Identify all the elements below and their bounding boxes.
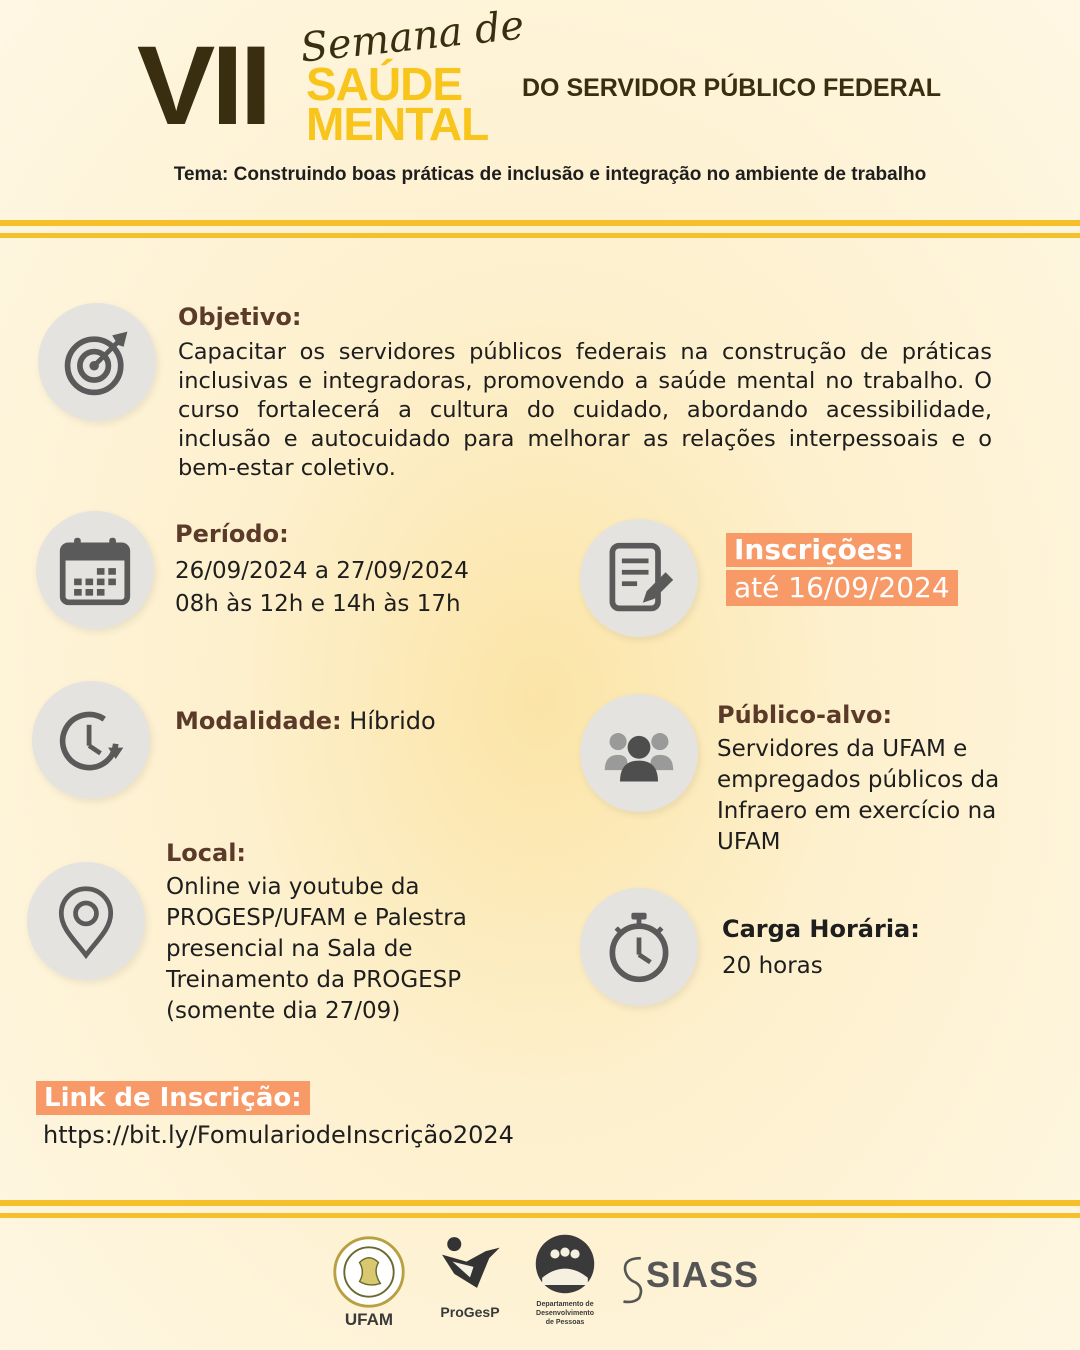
theme-line: Tema: Construindo boas práticas de inclusão e integração no ambiente de trabalho xyxy=(173,164,927,185)
bottom-divider xyxy=(0,1200,1080,1206)
carga-value: 20 horas xyxy=(722,953,823,979)
link-label-wrap xyxy=(36,1081,310,1115)
header-subtitle: DO SERVIDOR PÚBLICO FEDERAL xyxy=(522,74,942,102)
publico-label: Público-alvo: xyxy=(717,701,893,729)
calendar-icon xyxy=(36,511,154,629)
local-line: Treinamento da PROGESP xyxy=(166,967,462,993)
clock-refresh-icon xyxy=(32,681,150,799)
departamento-line: de Pessoas xyxy=(545,1319,585,1326)
departamento-line: Desenvolvimento xyxy=(536,1310,594,1317)
top-divider xyxy=(0,220,1080,226)
departamento-mark-icon xyxy=(533,1232,597,1296)
progesp-logo xyxy=(430,1234,510,1320)
publico-line: empregados públicos da xyxy=(717,767,1000,793)
objetivo-text: Capacitar os servidores públicos federais na construção de práticas inclusivas e integradoras, promovendo a saúde mental no trabalho. O curso fortalecerá a cultura do cuidado, abordando acessibilidade, inclusão e autocuidado para melhorar as relações interpessoais e o bem-estar coletivo. xyxy=(178,339,992,481)
stopwatch-icon xyxy=(580,888,698,1006)
progesp-mark-icon xyxy=(435,1234,505,1298)
modalidade-value: Híbrido xyxy=(349,707,436,735)
departamento-logo xyxy=(530,1232,600,1327)
periodo-hours: 08h às 12h e 14h às 17h xyxy=(175,591,461,617)
local-line: Online via youtube da xyxy=(166,874,420,900)
link-label: Link de Inscrição: xyxy=(36,1081,310,1115)
siass-s-icon xyxy=(620,1248,646,1310)
ufam-logo xyxy=(330,1234,408,1330)
local-text xyxy=(166,872,467,1027)
edition-numeral: VII xyxy=(136,23,269,148)
publico-line: Servidores da UFAM e xyxy=(717,736,968,762)
local-label: Local: xyxy=(166,839,247,867)
carga-label: Carga Horária: xyxy=(722,915,920,943)
local-line: (somente dia 27/09) xyxy=(166,998,401,1024)
inscricoes-label-wrap xyxy=(726,533,912,567)
publico-text xyxy=(717,734,999,858)
objetivo-label: Objetivo: xyxy=(178,303,302,331)
title-saude: SAÚDE xyxy=(306,58,463,110)
periodo-dates: 26/09/2024 a 27/09/2024 xyxy=(175,558,469,584)
group-icon xyxy=(580,694,698,812)
publico-line: UFAM xyxy=(717,829,781,855)
top-divider-2 xyxy=(0,233,1080,238)
link-url[interactable]: https://bit.ly/FomulariodeInscrição2024 xyxy=(43,1121,514,1149)
departamento-logo-text xyxy=(530,1300,600,1327)
location-pin-icon xyxy=(27,862,145,980)
ufam-seal-icon xyxy=(331,1234,407,1310)
siass-logo-text: SIASS xyxy=(646,1254,760,1295)
form-edit-icon xyxy=(580,519,698,637)
inscricoes-label: Inscrições: xyxy=(726,533,912,567)
target-icon xyxy=(38,303,156,421)
ufam-logo-text: UFAM xyxy=(344,1310,394,1329)
departamento-line: Departamento de xyxy=(536,1301,594,1308)
bottom-divider-2 xyxy=(0,1213,1080,1218)
progesp-logo-text: ProGesP xyxy=(440,1304,500,1320)
modalidade-label: Modalidade: xyxy=(175,707,342,735)
local-line: presencial na Sala de xyxy=(166,936,413,962)
local-line: PROGESP/UFAM e Palestra xyxy=(166,905,467,931)
inscricoes-value: até 16/09/2024 xyxy=(726,570,958,606)
periodo-label: Período: xyxy=(175,520,289,548)
script-title: Semana de xyxy=(298,2,527,72)
publico-line: Infraero em exercício na xyxy=(717,798,997,824)
modalidade-line xyxy=(175,707,436,735)
title-mental: MENTAL xyxy=(306,98,489,150)
inscricoes-value-wrap xyxy=(726,570,958,606)
